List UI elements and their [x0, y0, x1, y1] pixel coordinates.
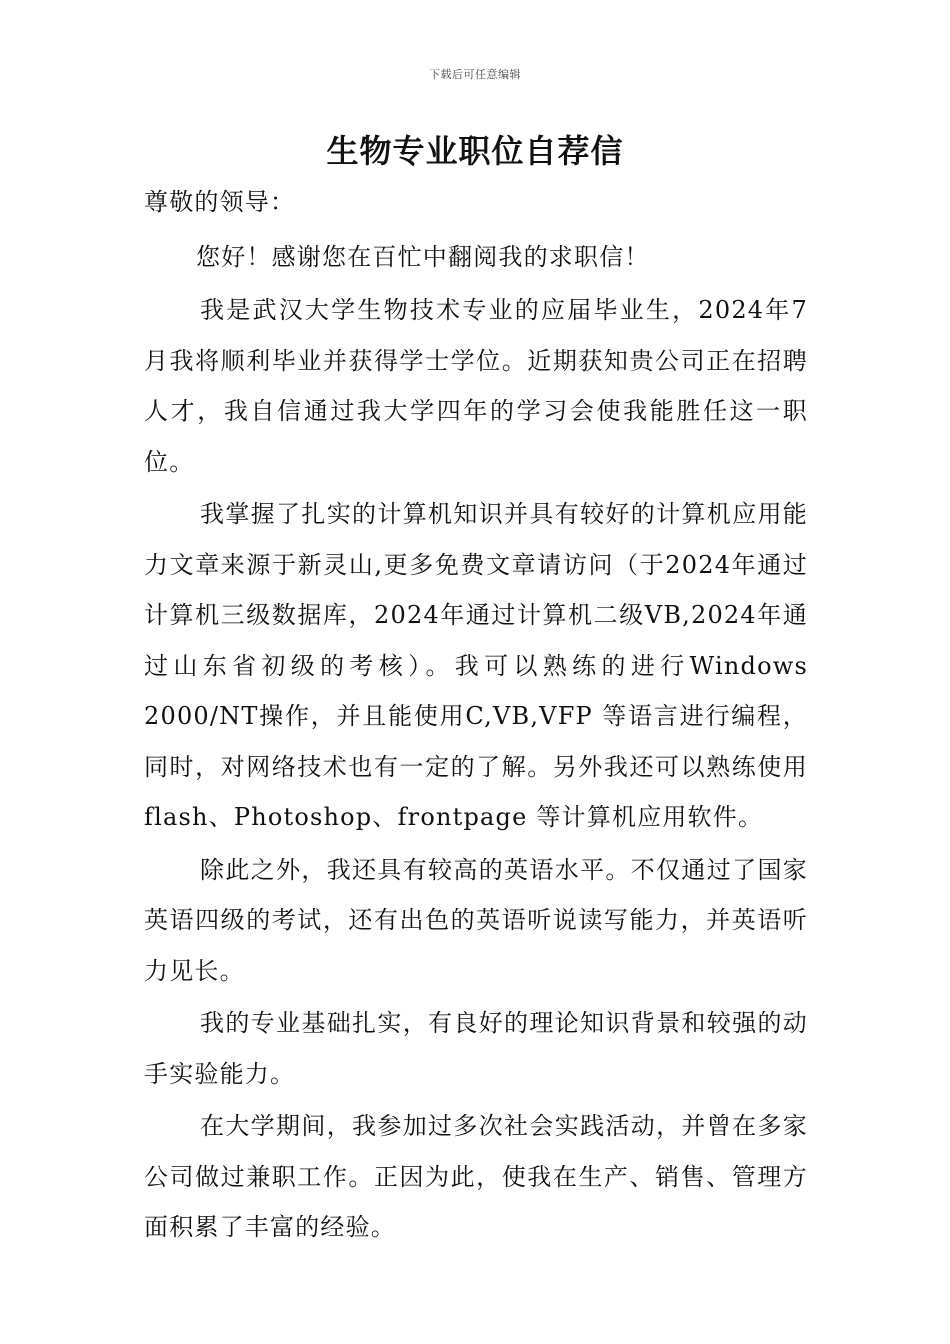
salutation: 尊敬的领导：: [144, 188, 296, 216]
page-title: 生物专业职位自荐信: [326, 132, 624, 170]
paragraph-english: 除此之外，我还具有较高的英语水平。不仅通过了国家英语四级的考试，还有出色的英语听说读写能力，并英语听力见长。: [144, 855, 808, 985]
greeting: 您好！感谢您在百忙中翻阅我的求职信！: [196, 242, 650, 271]
paragraph-education: 我是武汉大学生物技术专业的应届毕业生，2024年7月我将顺利毕业并获得学士学位。近期获知贵公司正在招聘人才，我自信通过我大学四年的学习会使我能胜任这一职位。: [144, 296, 808, 476]
paragraph-experience: 在大学期间，我参加过多次社会实践活动，并曾在多家公司做过兼职工作。正因为此，使我在生产、销售、管理方面积累了丰富的经验。: [144, 1112, 808, 1241]
header-note: 下载后可任意编辑: [429, 68, 521, 81]
paragraph-major: 我的专业基础扎实，有良好的理论知识背景和较强的动手实验能力。: [144, 1009, 808, 1088]
paragraph-computer-skills: 我掌握了扎实的计算机知识并具有较好的计算机应用能力文章来源于新灵山,更多免费文章请访问（于2024年通过计算机三级数据库，2024年通过计算机二级VB,2024年通过山东省初级的考核）。我可以熟练的进行Windows 2000/NT操作，并且能使用C,VB,VFP 等语言进行编程，同时，对网络技术也有一定的了解。另外我还可以熟练使用flash、Photoshop、frontpage 等计算机应用软件。: [144, 500, 808, 831]
letter-body: [144, 177, 808, 1255]
